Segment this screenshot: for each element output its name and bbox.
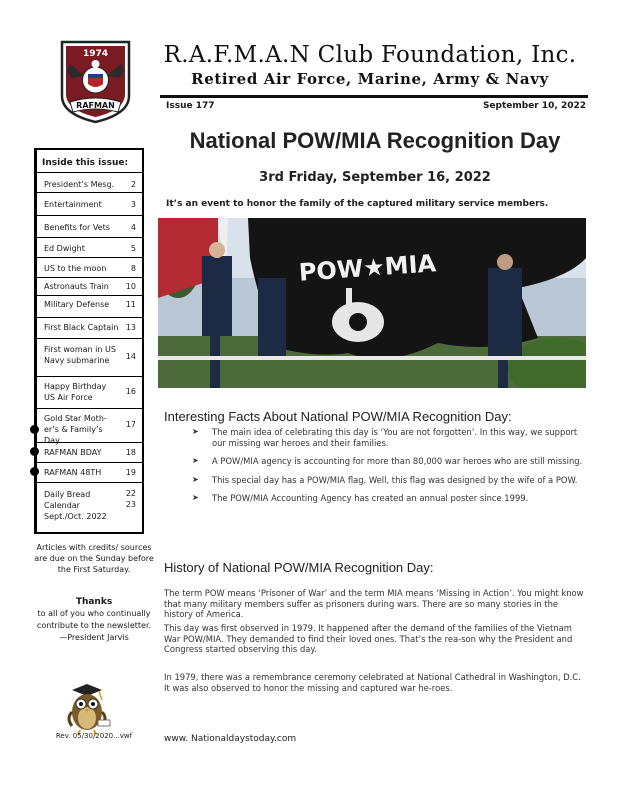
toc-item [36,215,142,237]
article-subhead: 3rd Friday, September 16, 2022 [259,170,491,185]
toc-label: Benefits for Vets [44,223,110,232]
toc-label: US to the moon [44,264,107,273]
toc-label: First woman in US Navy submarine [44,345,116,365]
flag-text: POW★MIA [297,249,437,287]
source-credit: www. Nationaldaystoday.com [164,734,297,744]
toc-label: First Black Captain [44,323,119,332]
thanks-heading: Thanks [75,597,113,607]
history-heading: History of National POW/MIA Recognition Day: [164,560,434,575]
pow-mia-flag-photo [158,218,586,388]
facts-heading: Interesting Facts About National POW/MIA Recognition Day: [164,409,512,424]
article-headline: National POW/MIA Recognition Day [189,128,561,153]
toc-page: 16 [125,387,136,396]
toc-page: 2 [130,180,136,189]
toc-page: 10 [125,282,136,291]
facts-list [192,427,584,512]
toc-page: 3 [130,200,136,209]
toc-item [36,277,142,295]
toc-page: 4 [130,223,136,232]
toc-page: 13 [125,323,136,332]
list-item: ➤ This special day has a POW/MIA flag. Well, this flag was designed by the wife of a POW. [192,474,578,485]
list-item: ➤ The POW/MIA Accounting Agency has created an annual poster since 1999. [192,493,529,503]
thanks-signature: —President Jarvis [59,633,129,642]
article-intro: It’s an event to honor the family of the captured military service members. [166,199,549,209]
toc-page: 22 23 [125,489,136,509]
logo-year: 1974 [82,49,109,59]
toc-page: 5 [130,244,136,253]
history-paragraph: In 1979, there was a remembrance ceremony celebrated at National Cathedral in Washington, D.C. It was also observed to honor the missing and captured war he-roes. [164,672,581,693]
toc-page: 19 [125,468,136,477]
toc-label: Military Defense [44,300,110,309]
thanks-block [34,596,154,644]
list-item: ➤ The main idea of celebrating this day is ‘You are not forgotten’. In this way, we support our missing war heroes and their families. [192,427,578,448]
arrow-bullet-icon: ➤ [192,456,199,465]
newsletter-title: R.A.F.M.A.N Club Foundation, Inc. [163,42,577,68]
arrow-bullet-icon: ➤ [192,493,199,502]
toc-item [36,257,142,277]
bullet-dot [30,425,39,434]
toc-page: 8 [130,264,136,273]
toc-item [36,317,142,338]
arrow-bullet-icon: ➤ [192,474,199,484]
toc-label: Astronauts Train [44,282,109,291]
toc-label: RAFMAN 48TH [44,468,102,477]
toc-page: 18 [125,448,136,457]
toc-label: President’s Mesg. [44,180,115,189]
toc-label: Daily Bread Calendar Sept./Oct. 2022 [44,490,107,521]
toc-item [36,442,142,462]
toc-item [36,237,142,257]
toc-item [36,376,142,408]
toc-label: Happy Birthday US Air Force [44,382,107,402]
arrow-bullet-icon: ➤ [192,427,199,436]
graduate-owl-icon [58,680,116,738]
toc-page: 11 [125,300,136,309]
rafman-logo [58,36,133,124]
masthead-rule [160,95,588,98]
toc-item [36,408,142,445]
newsletter-subtitle: Retired Air Force, Marine, Army & Navy [191,70,549,88]
thanks-body: to all of you who continually contribute to the newsletter. [36,609,152,630]
logo-banner: RAFMAN [76,101,115,110]
toc-item [36,172,142,192]
list-item: ➤ A POW/MIA agency is accounting for more than 80,000 war heroes who are still missing. [192,456,583,466]
history-paragraph: This day was first observed in 1979. It happened after the demand of the families of the Vietnam War POW/MIA. They demanded to find their loved ones. That’s the rea-son why the President and Congress started observing this day. [164,623,573,654]
bullet-dot [30,467,39,476]
issue-date: September 10, 2022 [482,101,586,111]
toc-label: RAFMAN BDAY [44,448,102,457]
toc-label: Ed Dwight [44,244,85,253]
toc-item [36,462,142,482]
toc-label: Entertainment [44,200,102,209]
toc-item [36,295,142,317]
toc-item [36,482,142,532]
revision-note: Rev. 05/30/2020...vwf [55,732,133,740]
toc-heading: Inside this issue: [42,158,129,168]
issue-number: Issue 177 [166,101,215,111]
toc-page: 14 [125,352,136,361]
submission-notice: Articles with credits/ sources are due on the Sunday before the First Saturday. [34,543,154,574]
toc-label: Gold Star Moth-er’s & Family’s Day [44,414,107,445]
bullet-dot [30,447,39,456]
history-paragraph: The term POW means ‘Prisoner of War’ and the term MIA means ‘Missing in Action’. You might know that many military members suffer as prisoners during wars. There are so many stories in the history of America. [164,588,584,619]
toc-item [36,192,142,215]
toc-page: 17 [125,420,136,429]
toc-item [36,338,142,376]
